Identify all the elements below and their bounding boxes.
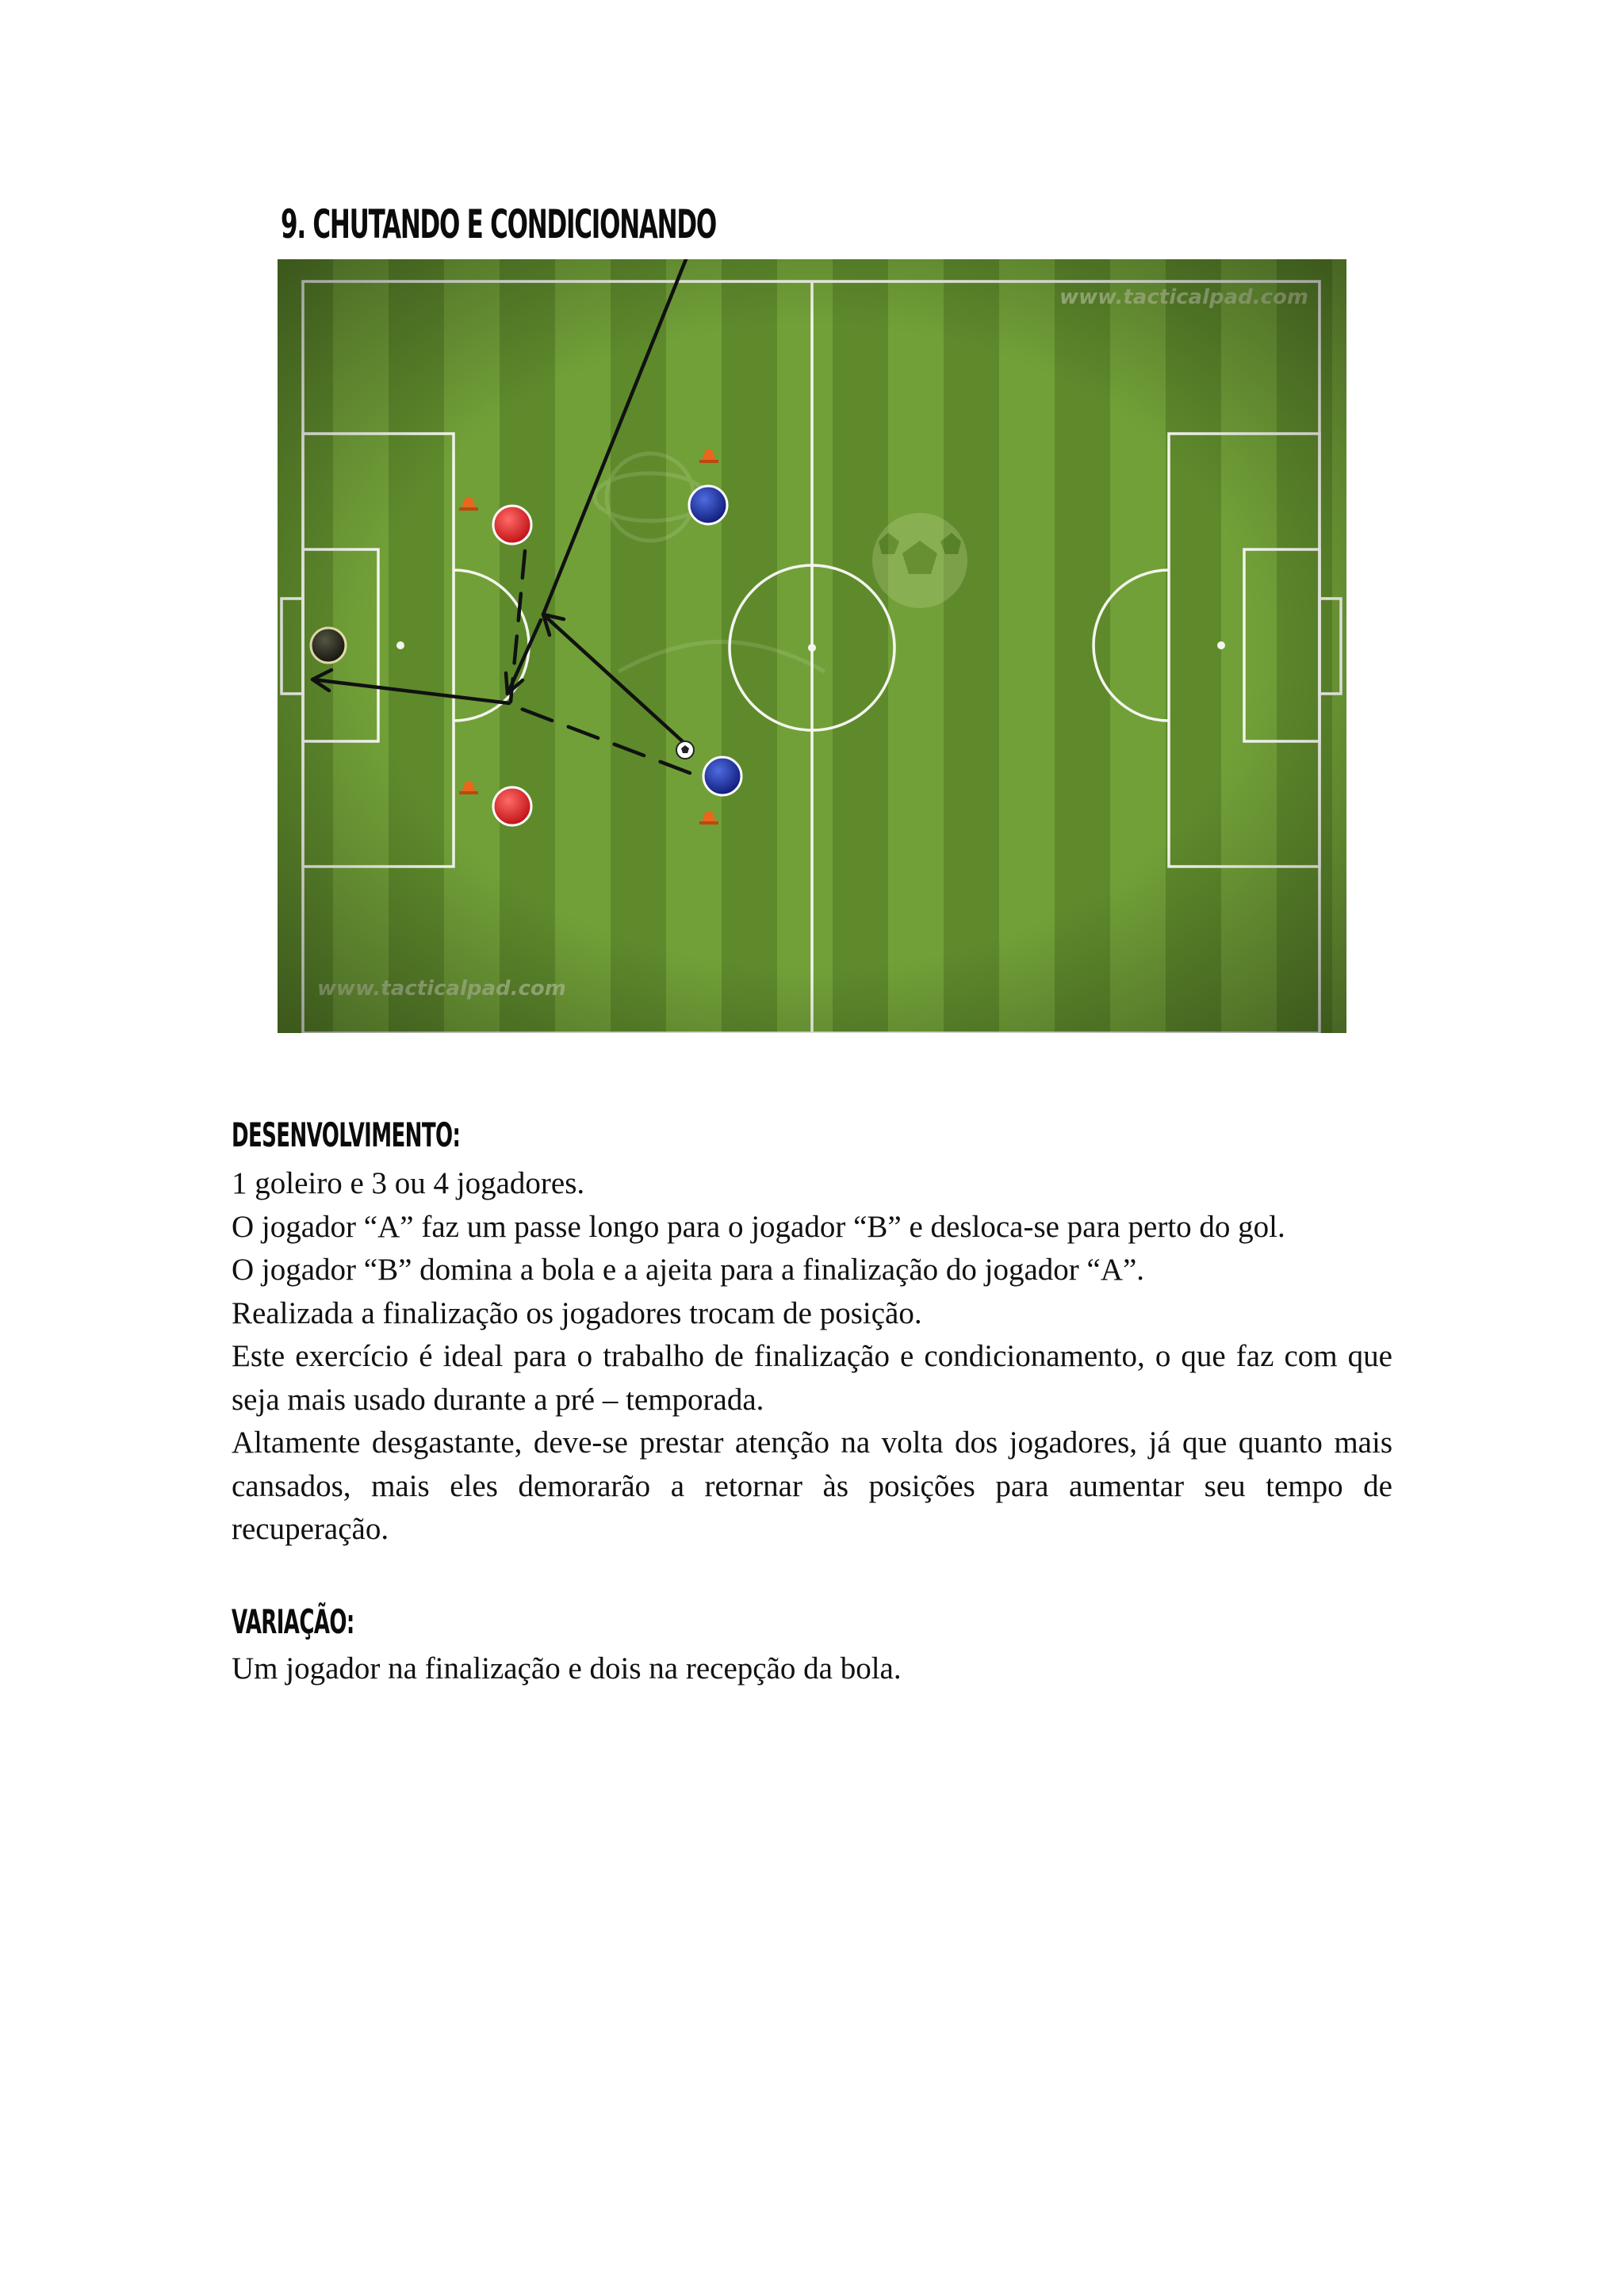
development-paragraph: O jogador “B” domina a bola e a ajeita para a finalização do jogador “A”. <box>232 1253 1145 1287</box>
development-paragraph: 1 goleiro e 3 ou 4 jogadores. <box>232 1166 585 1200</box>
variation-text <box>232 1647 1392 1691</box>
development-paragraph: O jogador “A” faz um passe longo para o jogador “B” e desloca-se para perto do gol. <box>232 1209 1285 1244</box>
development-paragraph: Este exercício é ideal para o trabalho de finalização e condicionamento, o que faz com que seja mais usado durante a pré – temporada. <box>232 1339 1392 1417</box>
variation-paragraph: Um jogador na finalização e dois na recepção da bola. <box>232 1651 902 1686</box>
tactical-pitch-diagram <box>278 259 1346 1033</box>
page-title: 9. CHUTANDO E CONDICIONANDO <box>281 201 716 247</box>
development-heading: DESENVOLVIMENTO: <box>232 1115 461 1154</box>
variation-heading: VARIAÇÃO: <box>232 1602 354 1641</box>
development-paragraph: Realizada a finalização os jogadores trocam de posição. <box>232 1295 922 1330</box>
development-text <box>232 1162 1392 1552</box>
development-paragraph: Altamente desgastante, deve-se prestar atenção na volta dos jogadores, já que quanto mais cansados, mais eles demorarão a retornar às posições para aumentar seu tempo de recuperação. <box>232 1425 1392 1546</box>
pitch-vignette <box>278 259 1346 1033</box>
